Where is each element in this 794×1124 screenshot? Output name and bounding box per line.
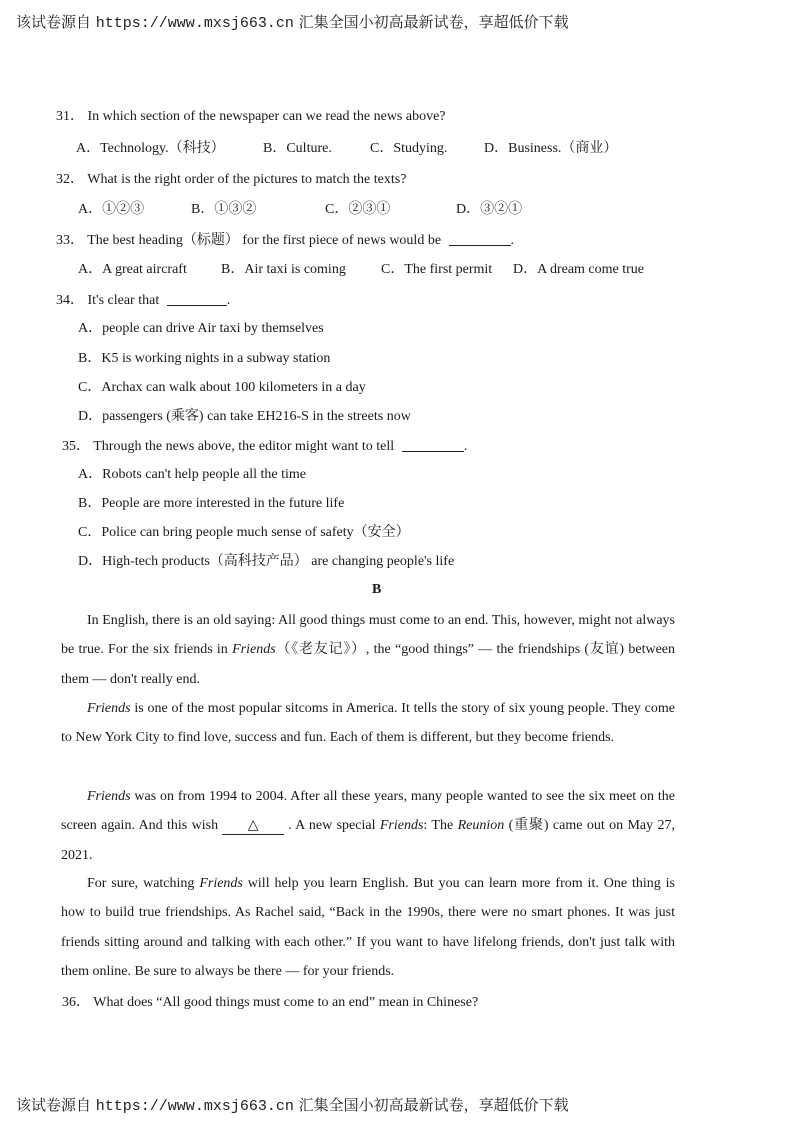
q33-option-a: A．A great aircraft [78, 262, 187, 277]
q31-option-c: C．Studying. [370, 141, 448, 156]
banner-prefix: 该试卷源自 [16, 13, 92, 31]
p1-title-friends: Friends [232, 642, 276, 658]
question-32-options [0, 201, 794, 219]
question-31-stem: 31． In which section of the newspaper can we read the news above? [56, 109, 446, 124]
p2-text-b: is one of the most popular sitcoms in America. It tells the story of six young people. They come to New York City to find love, success and fun. Each of them is different, but they become friends. [61, 701, 675, 746]
question-33-stem [56, 231, 514, 250]
p4-title-friends: Friends [199, 876, 243, 891]
passage-paragraph-2 [61, 694, 675, 753]
q33-stem-text: 33． The best heading（标题） for the first piece of news would be [56, 233, 442, 248]
passage-paragraph-4 [61, 869, 675, 986]
q35-option-d: D．High-tech products（高科技产品） are changing people's life [78, 554, 455, 569]
q33-answer-blank [449, 231, 511, 246]
passage-paragraph-3 [61, 782, 675, 870]
banner-prefix: 该试卷源自 [16, 1096, 92, 1114]
question-33-options [0, 261, 794, 279]
source-banner-top [16, 11, 569, 32]
q32-option-a: A．①②③ [78, 202, 145, 217]
question-31-options [0, 140, 794, 158]
p3-reunion: Reunion [457, 818, 505, 834]
question-35-stem [62, 437, 467, 456]
p3-text-b: was on from 1994 to 2004. After all these years, many people wanted to see the six meet on the screen again. And this wish [61, 789, 675, 834]
p1-text-a: In English, there is an old saying: All good things must come to an end. This, however, might not always be true. For the six friends in [61, 613, 675, 658]
banner-url-link[interactable]: https://www.mxsj663.cn [95, 15, 294, 32]
q32-option-d: D．③②① [456, 202, 523, 217]
p3-title-friends-2: Friends [379, 818, 424, 834]
q34-option-d: D．passengers (乘客) can take EH216-S in the streets now [78, 409, 411, 424]
p3-title-friends: Friends [87, 789, 131, 804]
p1-text-c: （《老友记》）, the “good things” — the friendships (友谊) between them — don't really end. [61, 642, 675, 687]
p2-title-friends: Friends [87, 701, 131, 716]
question-34-stem [56, 291, 230, 310]
q34-option-a: A．people can drive Air taxi by themselves [78, 321, 324, 336]
banner-suffix: 汇集全国小初高最新试卷，享超低价下载 [298, 1096, 569, 1114]
q33-option-d: D．A dream come true [513, 262, 645, 277]
p3-text-e: : The [423, 818, 458, 834]
q31-option-d: D．Business.（商业） [484, 141, 618, 156]
p3-text-c: . A new special [288, 818, 380, 834]
q32-option-c: C．②③① [325, 202, 391, 217]
q31-option-b: B．Culture. [263, 141, 332, 156]
q33-option-b: B．Air taxi is coming [221, 262, 346, 277]
q35-option-b: B．People are more interested in the future life [78, 496, 345, 511]
q34-option-c: C．Archax can walk about 100 kilometers in a day [78, 380, 366, 395]
q34-stem-text: 34． It's clear that [56, 293, 160, 308]
q33-option-c: C．The first permit [381, 262, 493, 277]
p3-triangle-blank: △ [222, 818, 284, 835]
q35-option-a: A．Robots can't help people all the time [78, 467, 307, 482]
q35-stem-end: . [463, 439, 468, 454]
q31-option-a: A．Technology.（科技） [76, 141, 225, 156]
q35-option-c: C．Police can bring people much sense of safety（安全） [78, 525, 410, 540]
q33-stem-end: . [510, 233, 515, 248]
banner-suffix: 汇集全国小初高最新试卷，享超低价下载 [298, 13, 569, 31]
q34-stem-end: . [226, 293, 231, 308]
p4-text-c: will help you learn English. But you can learn more from it. One thing is how to build true friendships. As Rachel said, “Back in the 1990s, there were no smart phones. It was just friends sitting around and talking with each other.” If you want to have lifelong friends, don't just talk with them online. Be sure to always be there — for your friends. [61, 876, 676, 979]
q34-answer-blank [167, 291, 227, 306]
q32-option-b: B．①③② [191, 202, 257, 217]
question-36-stem: 36． What does “All good things must come to an end” mean in Chinese? [62, 995, 479, 1010]
q34-option-b: B．K5 is working nights in a subway station [78, 351, 331, 366]
banner-url-link[interactable]: https://www.mxsj663.cn [95, 1098, 294, 1115]
q35-stem-text: 35． Through the news above, the editor might want to tell [62, 439, 395, 454]
passage-paragraph-1 [61, 606, 675, 694]
source-banner-bottom [16, 1094, 569, 1115]
p3-text-g: (重聚) came out on May 27, 2021. [61, 818, 675, 863]
p4-text-a: For sure, watching [87, 876, 200, 891]
section-b-heading: B [372, 582, 382, 597]
q35-answer-blank [402, 437, 464, 452]
question-32-stem: 32． What is the right order of the pictures to match the texts? [56, 172, 407, 187]
